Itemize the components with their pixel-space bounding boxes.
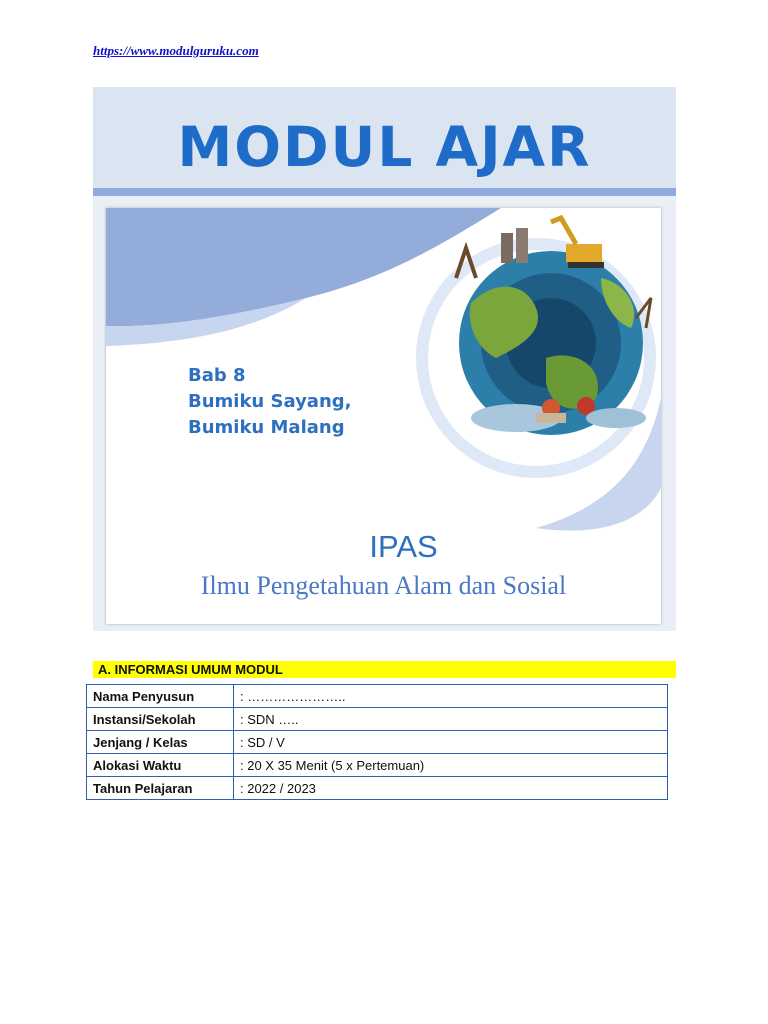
chapter-title	[188, 363, 352, 441]
subject-code: IPAS	[369, 529, 438, 564]
title-band	[93, 87, 676, 188]
row-label: Tahun Pelajaran	[87, 777, 234, 800]
row-value: : …………………..	[234, 685, 668, 708]
row-label: Nama Penyusun	[87, 685, 234, 708]
row-label: Alokasi Waktu	[87, 754, 234, 777]
table-row	[87, 777, 668, 800]
row-value: : SD / V	[234, 731, 668, 754]
subject-block	[106, 529, 661, 601]
row-value: : 2022 / 2023	[234, 777, 668, 800]
row-label: Jenjang / Kelas	[87, 731, 234, 754]
row-value: : SDN …..	[234, 708, 668, 731]
table-row	[87, 708, 668, 731]
header-url-link[interactable]: https://www.modulguruku.com	[93, 43, 259, 58]
section-heading-bar	[93, 661, 676, 678]
table-row	[87, 754, 668, 777]
row-value: : 20 X 35 Menit (5 x Pertemuan)	[234, 754, 668, 777]
module-title: MODUL AJAR	[177, 115, 592, 179]
chapter-name-line-1: Bumiku Sayang,	[188, 391, 352, 412]
title-divider	[93, 188, 676, 196]
subject-full-name: Ilmu Pengetahuan Alam dan Sosial	[200, 571, 567, 600]
table-row	[87, 685, 668, 708]
info-table	[86, 684, 668, 800]
chapter-number: Bab 8	[188, 365, 246, 386]
chapter-name-line-2: Bumiku Malang	[188, 417, 345, 438]
cover-illustration-card	[106, 208, 661, 624]
table-row	[87, 731, 668, 754]
cover-page	[93, 87, 676, 631]
row-label: Instansi/Sekolah	[87, 708, 234, 731]
section-heading: A. INFORMASI UMUM MODUL	[98, 662, 283, 677]
